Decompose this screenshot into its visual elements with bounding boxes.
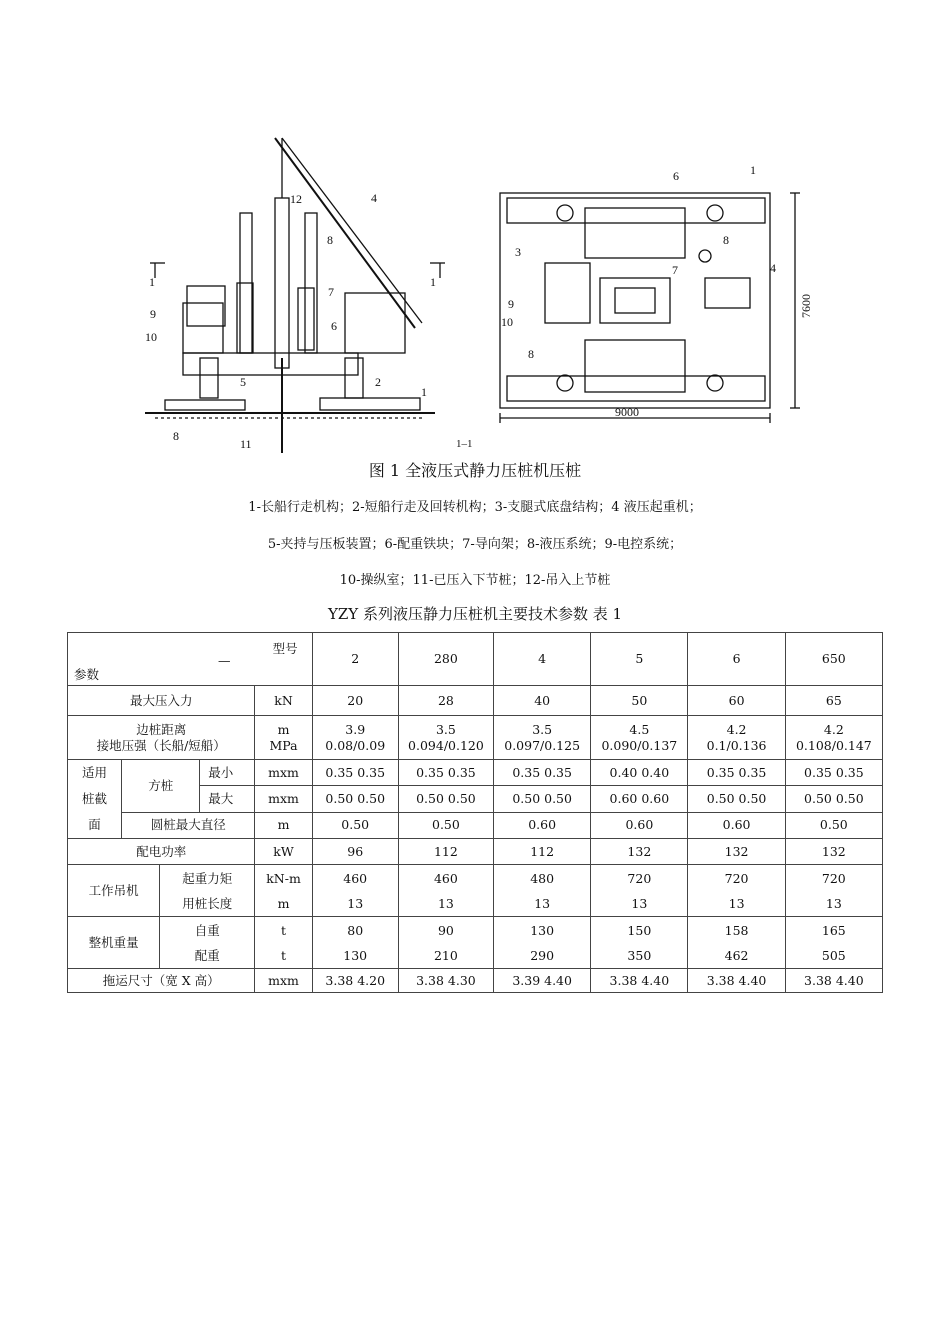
header-corner <box>68 633 313 686</box>
value-cell: 0.50 0.50 <box>398 786 493 812</box>
lift-value: 720 <box>627 870 652 886</box>
group-label-1: 适用 <box>82 765 108 780</box>
weight-group-label: 整机重量 <box>68 917 160 969</box>
value-cell: 40 <box>494 686 591 716</box>
table-row <box>68 686 883 716</box>
value-cell <box>312 865 398 917</box>
row-label <box>160 865 255 917</box>
value-cell: 132 <box>688 839 785 865</box>
row-label <box>68 716 255 760</box>
table-row <box>68 865 883 917</box>
model-cell: 4 <box>494 633 591 686</box>
section-label: 1–1 <box>456 438 473 450</box>
value-cell: 112 <box>398 839 493 865</box>
edge-value: 4.5 <box>629 721 650 737</box>
pile-length-label: 用桩长度 <box>182 895 233 911</box>
unit-cell: m <box>255 812 312 838</box>
row-label: 圆桩最大直径 <box>122 812 255 838</box>
row-label: 最小 <box>200 760 255 786</box>
value-cell: 3.38 4.20 <box>312 969 398 993</box>
fig-label: 8 <box>327 233 333 247</box>
fig-label: 1 <box>750 163 756 177</box>
legend-line-1: 1-长船行走机构；2-短船行走及回转机构；3-支腿式底盘结构；4 液压起重机； <box>248 500 702 515</box>
value-cell <box>312 716 398 760</box>
value-cell: 0.50 0.50 <box>312 786 398 812</box>
unit-cell: mxm <box>255 786 312 812</box>
row-label: 配电功率 <box>68 839 255 865</box>
value-cell: 0.50 0.50 <box>688 786 785 812</box>
value-cell <box>785 917 882 969</box>
model-cell: 6 <box>688 633 785 686</box>
table-row <box>68 760 883 786</box>
value-cell <box>785 865 882 917</box>
value-cell: 0.35 0.35 <box>398 760 493 786</box>
pressure-value: 0.108/0.147 <box>795 737 872 753</box>
lift-value: 720 <box>821 870 846 886</box>
fig-label: 9 <box>150 307 156 321</box>
value-cell <box>688 917 785 969</box>
value-cell <box>398 716 493 760</box>
lift-moment-label: 起重力矩 <box>182 870 233 886</box>
fig-label: 1 <box>430 275 436 289</box>
value-cell: 112 <box>494 839 591 865</box>
fig-label: 9 <box>508 297 514 311</box>
value-cell <box>494 716 591 760</box>
fig-label: 8 <box>723 233 729 247</box>
fig-label: 12 <box>290 192 302 206</box>
row-label: 最大 <box>200 786 255 812</box>
value-cell: 50 <box>591 686 688 716</box>
edge-value: 4.2 <box>823 721 844 737</box>
value-cell: 0.60 <box>688 812 785 838</box>
value-cell <box>591 865 688 917</box>
edge-unit: m <box>277 721 290 737</box>
table-row <box>68 839 883 865</box>
table-row <box>68 969 883 993</box>
pressure-value: 0.08/0.09 <box>325 737 386 753</box>
pile-driver-figure <box>145 118 825 458</box>
value-cell: 3.38 4.40 <box>785 969 882 993</box>
dim-height: 7600 <box>799 294 813 318</box>
counterweight-value: 130 <box>343 947 368 963</box>
pressure-value: 0.090/0.137 <box>601 737 678 753</box>
fig-label: 3 <box>515 245 521 259</box>
edge-value: 4.2 <box>726 721 747 737</box>
lift-value: 460 <box>433 870 458 886</box>
value-cell: 0.50 <box>785 812 882 838</box>
fig-label: 11 <box>240 437 252 451</box>
model-cell: 280 <box>398 633 493 686</box>
value-cell: 3.38 4.40 <box>688 969 785 993</box>
self-weight-value: 130 <box>530 922 555 938</box>
counterweight-value: 462 <box>724 947 749 963</box>
edge-value: 3.9 <box>345 721 366 737</box>
value-cell: 65 <box>785 686 882 716</box>
ground-pressure-label: 接地压强（长船/短船） <box>96 737 226 753</box>
length-unit: m <box>277 895 290 911</box>
fig-label: 1 <box>149 275 155 289</box>
unit-cell <box>255 865 312 917</box>
legend-line-3: 10-操纵室；11-已压入下节桩；12-吊入上节桩 <box>339 573 611 588</box>
value-cell: 0.50 0.50 <box>494 786 591 812</box>
fig-label: 10 <box>145 330 157 344</box>
unit-cell <box>255 716 312 760</box>
self-weight-value: 150 <box>627 922 652 938</box>
fig-label: 6 <box>331 319 337 333</box>
value-cell <box>312 917 398 969</box>
param-label: 参数 <box>74 667 100 682</box>
legend-line-2: 5-夹持与压板装置；6-配重铁块；7-导向架；8-液压系统；9-电控系统； <box>267 537 683 552</box>
value-cell <box>494 917 591 969</box>
fig-label: 4 <box>770 261 776 275</box>
value-cell: 0.35 0.35 <box>688 760 785 786</box>
value-cell: 0.35 0.35 <box>785 760 882 786</box>
group-label-3: 面 <box>88 817 101 832</box>
figure-title: 图 1 全液压式静力压桩机压桩 <box>368 461 582 480</box>
edge-value: 3.5 <box>532 721 553 737</box>
dim-width: 9000 <box>615 405 639 419</box>
unit-cell: mxm <box>255 969 312 993</box>
lift-value: 720 <box>724 870 749 886</box>
header-dash: — <box>218 653 231 668</box>
crane-group-label: 工作吊机 <box>68 865 160 917</box>
fig-label: 7 <box>328 285 334 299</box>
fig-label: 8 <box>173 429 179 443</box>
counterweight-value: 290 <box>530 947 555 963</box>
value-cell: 0.60 0.60 <box>591 786 688 812</box>
length-value: 13 <box>825 895 842 911</box>
unit-cell: kN <box>255 686 312 716</box>
model-cell: 5 <box>591 633 688 686</box>
lift-value: 460 <box>343 870 368 886</box>
self-weight-value: 158 <box>724 922 749 938</box>
table-row <box>68 917 883 969</box>
row-label: 拖运尺寸（宽 X 高） <box>68 969 255 993</box>
edge-distance-label: 边桩距离 <box>136 721 187 737</box>
self-weight-value: 165 <box>821 922 846 938</box>
pressure-value: 0.1/0.136 <box>706 737 767 753</box>
value-cell: 20 <box>312 686 398 716</box>
model-cell: 2 <box>312 633 398 686</box>
fig-label: 4 <box>371 191 377 205</box>
pile-section-group <box>68 760 122 839</box>
model-label: 型号 <box>272 641 298 656</box>
fig-label: 10 <box>501 315 513 329</box>
table-row <box>68 812 883 838</box>
value-cell <box>785 716 882 760</box>
length-value: 13 <box>534 895 551 911</box>
value-cell <box>591 917 688 969</box>
value-cell: 0.50 0.50 <box>785 786 882 812</box>
fig-label: 1 <box>421 385 427 399</box>
self-weight-value: 80 <box>347 922 364 938</box>
fig-label: 7 <box>672 263 678 277</box>
pressure-value: 0.094/0.120 <box>408 737 484 753</box>
value-cell: 0.50 <box>312 812 398 838</box>
value-cell <box>398 917 493 969</box>
value-cell <box>494 865 591 917</box>
value-cell: 28 <box>398 686 493 716</box>
table-title: YZY 系列液压静力压桩机主要技术参数 表 1 <box>327 605 623 623</box>
pressure-unit: MPa <box>269 737 298 753</box>
pile-driver-drawing <box>145 118 825 458</box>
value-cell: 0.40 0.40 <box>591 760 688 786</box>
length-value: 13 <box>631 895 648 911</box>
self-weight-unit: t <box>281 922 287 938</box>
length-value: 13 <box>347 895 364 911</box>
value-cell <box>688 865 785 917</box>
counterweight-label: 配重 <box>194 947 220 963</box>
group-label-2: 桩截 <box>82 791 108 806</box>
counterweight-value: 210 <box>433 947 458 963</box>
value-cell: 96 <box>312 839 398 865</box>
spec-table <box>67 632 883 993</box>
counterweight-value: 505 <box>821 947 846 963</box>
value-cell <box>398 865 493 917</box>
fig-label: 2 <box>375 375 381 389</box>
value-cell: 0.60 <box>591 812 688 838</box>
row-label <box>160 917 255 969</box>
model-cell: 650 <box>785 633 882 686</box>
row-label: 最大压入力 <box>68 686 255 716</box>
value-cell: 3.39 4.40 <box>494 969 591 993</box>
value-cell <box>591 716 688 760</box>
square-pile-label: 方桩 <box>122 760 200 813</box>
self-weight-label: 自重 <box>194 922 220 938</box>
unit-cell <box>255 917 312 969</box>
value-cell: 132 <box>591 839 688 865</box>
value-cell: 60 <box>688 686 785 716</box>
value-cell: 0.60 <box>494 812 591 838</box>
value-cell: 0.35 0.35 <box>312 760 398 786</box>
edge-value: 3.5 <box>435 721 456 737</box>
unit-cell: mxm <box>255 760 312 786</box>
lift-value: 480 <box>530 870 555 886</box>
fig-label: 5 <box>240 375 246 389</box>
counterweight-value: 350 <box>627 947 652 963</box>
fig-label: 6 <box>673 169 679 183</box>
length-value: 13 <box>437 895 454 911</box>
unit-cell: kW <box>255 839 312 865</box>
value-cell <box>688 716 785 760</box>
table-row <box>68 716 883 760</box>
pressure-value: 0.097/0.125 <box>504 737 581 753</box>
counterweight-unit: t <box>281 947 287 963</box>
value-cell: 0.50 <box>398 812 493 838</box>
value-cell: 0.35 0.35 <box>494 760 591 786</box>
value-cell: 132 <box>785 839 882 865</box>
value-cell: 3.38 4.30 <box>398 969 493 993</box>
length-value: 13 <box>728 895 745 911</box>
lift-unit: kN-m <box>266 870 301 886</box>
table-row <box>68 633 883 686</box>
fig-label: 8 <box>528 347 534 361</box>
self-weight-value: 90 <box>437 922 454 938</box>
value-cell: 3.38 4.40 <box>591 969 688 993</box>
